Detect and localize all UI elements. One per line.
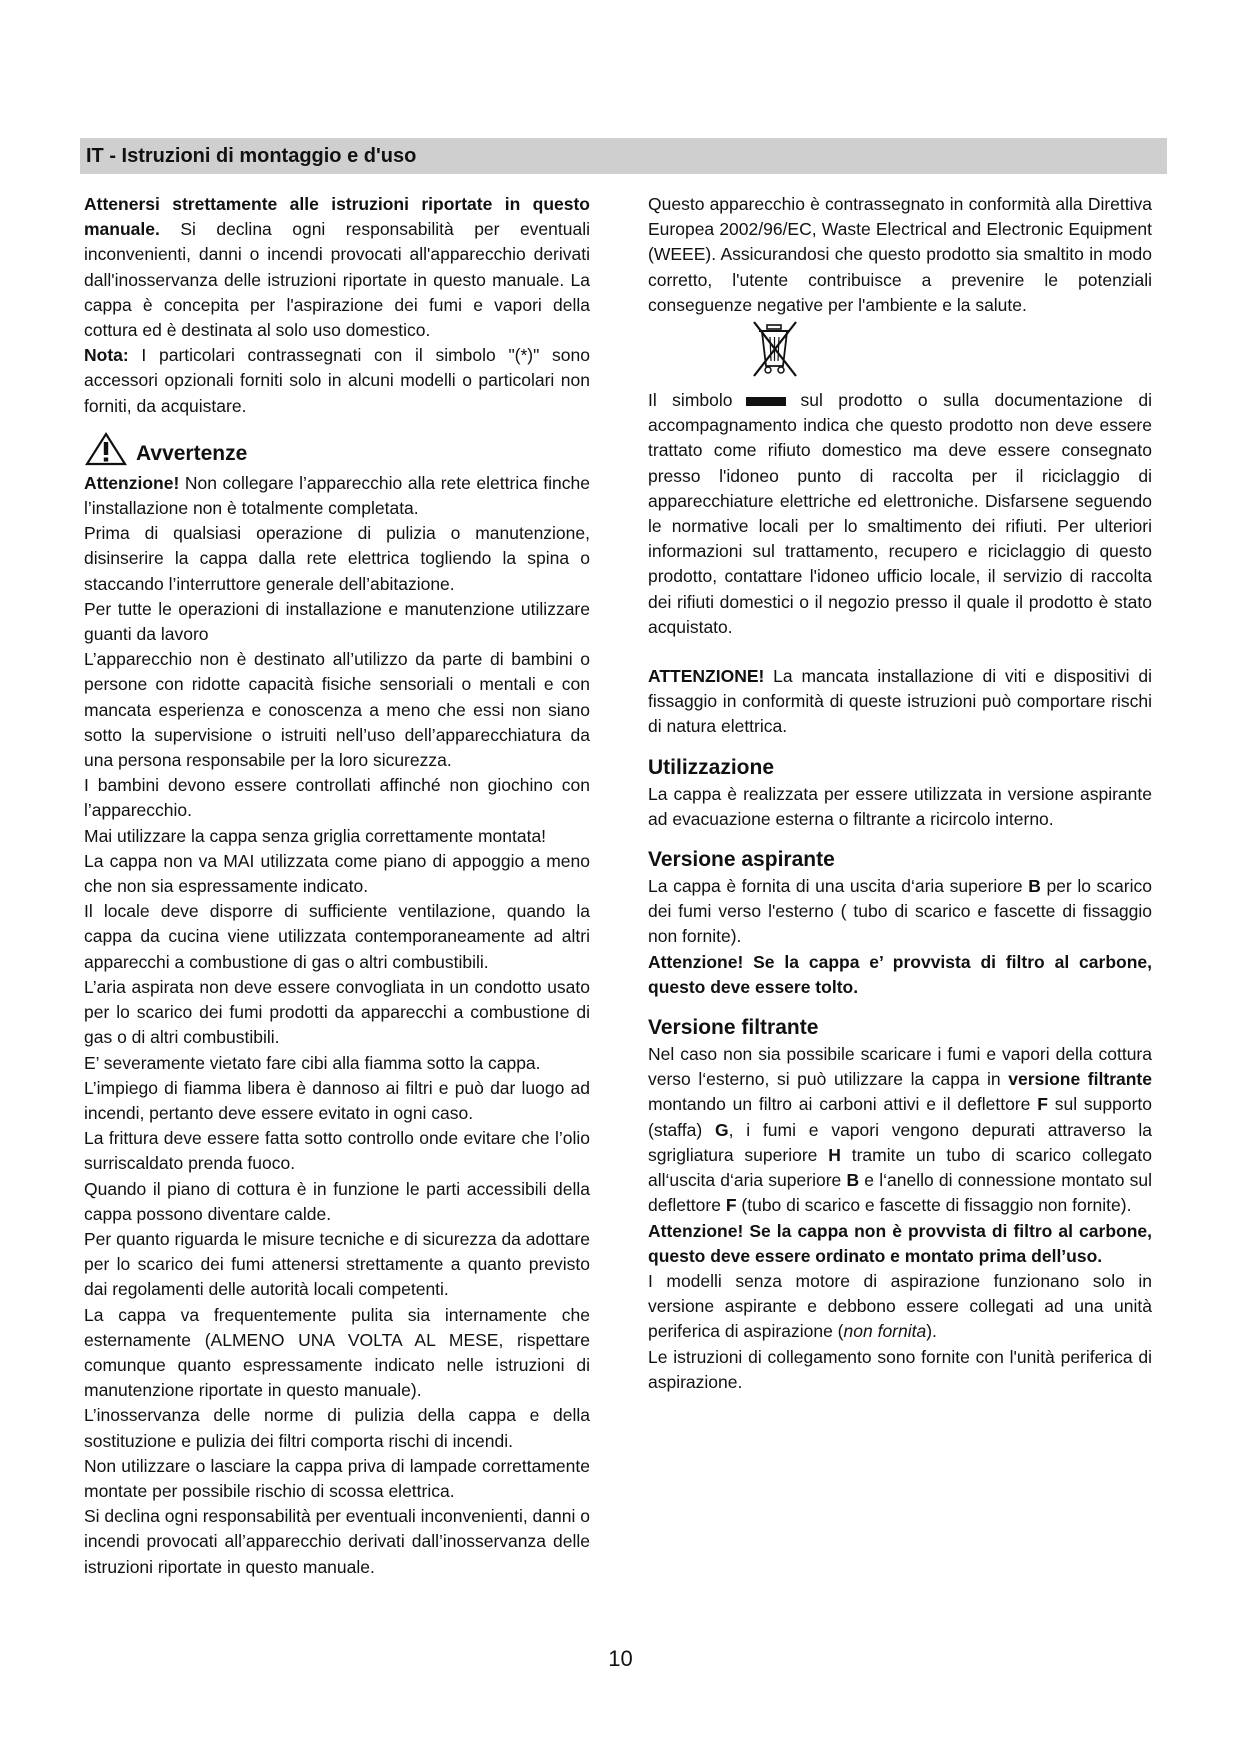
section-header-bar	[80, 138, 1167, 174]
filtrante-paragraph	[648, 1042, 1152, 1218]
attenzione-text: Non collegare l’apparecchio alla rete elettrica finche l’installazione non è totalmente completata.	[84, 472, 590, 519]
modelli-paragraph	[648, 1269, 1152, 1345]
warning-paragraph: L’impiego di fiamma libera è dannoso ai filtri e può dar luogo ad incendi, pertanto deve essere evitato in ogni caso.	[84, 1077, 590, 1123]
label-f: F	[725, 1195, 737, 1216]
filtrante-text: Nel caso non sia possibile scaricare i fumi e vapori della cottura verso l‘esterno, si può utilizzare la cappa in	[648, 1044, 1152, 1090]
crossed-bin-icon	[748, 318, 802, 380]
spacer	[648, 640, 1152, 664]
aspirante-warning-text: Attenzione! Se la cappa e’ provvista di filtro al carbone, questo deve essere tolto.	[648, 951, 1152, 997]
warning-paragraph: La cappa non va MAI utilizzata come piano di appoggio a meno che non sia espressamente indicato.	[84, 850, 590, 897]
warning-paragraph: Si declina ogni responsabilità per eventuali inconvenienti, danni o incendi provocati all’apparecchio derivati dall’inosservanza delle istruzioni riportate in questo manuale.	[84, 1506, 590, 1577]
modelli-text-end: ).	[926, 1321, 937, 1342]
versione-aspirante-heading: Versione aspirante	[648, 848, 835, 872]
warning-paragraph: Quando il piano di cottura è in funzione le parti accessibili della cappa possono diventare calde.	[84, 1178, 590, 1224]
versione-filtrante-heading: Versione filtrante	[648, 1016, 819, 1040]
warnings-heading	[84, 429, 590, 469]
filtrante-text: sul supporto (staffa)	[648, 1094, 1152, 1140]
symbol-lead-text: Il simbolo	[648, 390, 733, 411]
weee-intro: Questo apparecchio è contrassegnato in conformità alla Direttiva Europea 2002/96/EC, Waste Electrical and Electronic Equipment (WEEE). Assicurandosi che questo prodotto sia smaltito in modo corretto, l'utente contribuisce a prevenire le potenziali conseguenze negative per l'ambiente e la salute.	[648, 194, 1152, 315]
utilizzazione-text: La cappa è realizzata per essere utilizzata in versione aspirante ad evacuazione esterna o filtrante a ricircolo interno.	[648, 783, 1152, 829]
intro-text: Si declina ogni responsabilità per eventuali inconvenienti, danni o incendi provocati all'apparecchio derivati dall'inosservanza delle istruzioni riportate in questo manuale. La cappa è concepita per l'aspirazione dei fumi e vapori della cottura ed è destinata al solo uso domestico.	[84, 219, 590, 341]
warning-paragraph: La frittura deve essere fatta sotto controllo onde evitare che l’olio surriscaldato prenda fuoco.	[84, 1128, 590, 1174]
nota-paragraph	[84, 343, 590, 419]
modelli-text: I modelli senza motore di aspirazione funzionano solo in versione aspirante e debbono essere collegati ad una unità periferica di aspirazione (	[648, 1270, 1152, 1342]
weee-bar-icon	[746, 397, 786, 406]
warning-paragraph: L’apparecchio non è destinato all’utilizzo da parte di bambini o persone con ridotte capacità fisiche sensoriali o mentali e con mancata esperienza e conoscenza a meno che essi non siano sotto la supervisione o istruiti nell’uso dell’apparecchiatura da una persona responsabile per la loro sicurezza.	[84, 649, 590, 771]
warning-paragraph: Il locale deve disporre di sufficiente ventilazione, quando la cappa da cucina viene utilizzata contemporaneamente ad altri apparecchi a combustione di gas o altri combustibili.	[84, 901, 590, 972]
aspirante-warning	[648, 950, 1152, 1000]
label-b: B	[1028, 876, 1041, 897]
utilizzazione-heading: Utilizzazione	[648, 755, 775, 779]
page-number: 10	[608, 1646, 633, 1671]
warning-paragraph: L’inosservanza delle norme di pulizia della cappa e della sostituzione e pulizia dei filtri comporta rischi di incendi.	[84, 1405, 590, 1451]
label-f: F	[1037, 1094, 1048, 1115]
label-g: G	[714, 1119, 729, 1140]
label-h: H	[828, 1144, 841, 1165]
attenzione-electric-text: La mancata installazione di viti e dispositivi di fissaggio in conformità di queste istruzioni può comportare rischi di natura elettrica.	[648, 666, 1152, 737]
filtrante-bold: versione filtrante	[1008, 1069, 1152, 1090]
nota-label: Nota:	[84, 345, 129, 366]
section-title: IT - Istruzioni di montaggio e d'uso	[86, 145, 417, 167]
attenzione-paragraph	[84, 471, 590, 521]
symbol-text: sul prodotto o sulla documentazione di accompagnamento indica che questo prodotto non deve essere trattato come rifiuto domestico ma deve essere consegnato presso l'idoneo punto di raccolta per il riciclaggio di apparecchiature elettriche ed elettroniche. Disfarsene seguendo le normative locali per lo smaltimento dei rifiuti. Per ulteriori informazioni sul trattamento, recupero e riciclaggio di questo prodotto, contattare l'idoneo ufficio locale, il servizio di raccolta dei rifiuti domestici o il negozio presso il quale il prodotto è stato acquistato.	[648, 390, 1152, 637]
attenzione-label: Attenzione!	[84, 472, 180, 493]
label-b: B	[846, 1170, 860, 1191]
filtrante-text: montando un filtro ai carboni attivi e il deflettore	[648, 1094, 1038, 1115]
warning-paragraph: Mai utilizzare la cappa senza griglia correttamente montata!	[84, 825, 547, 846]
collegamento-paragraph: Le istruzioni di collegamento sono fornite con l'unità periferica di aspirazione.	[648, 1346, 1152, 1392]
filtrante-text: tramite un tubo di scarico collegato all‘uscita d‘aria superiore	[648, 1144, 1152, 1191]
nota-text: I particolari contrassegnati con il simbolo "(*)" sono accessori opzionali forniti solo in alcuni modelli o particolari non forniti, da acquistare.	[84, 345, 590, 416]
warning-paragraph: L’aria aspirata non deve essere convogliata in un condotto usato per lo scarico dei fumi prodotti da apparecchi a combustione di gas o di altri combustibili.	[84, 976, 590, 1048]
warning-paragraph: I bambini devono essere controllati affinché non giochino con l’apparecchio.	[84, 775, 590, 821]
intro-paragraph	[84, 192, 590, 343]
warning-paragraph: Prima di qualsiasi operazione di pulizia o manutenzione, disinserire la cappa dalla rete elettrica togliendo la spina o staccando l’interruttore generale dell’abitazione.	[84, 523, 590, 594]
filtrante-text: e l‘anello di connessione montato sul deflettore	[648, 1170, 1152, 1216]
warning-paragraph: Non utilizzare o lasciare la cappa priva di lampade correttamente montate per possibile rischio di scossa elettrica.	[84, 1455, 590, 1501]
warning-paragraph: Per quanto riguarda le misure tecniche e di sicurezza da adottare per lo scarico dei fumi attenersi strettamente a quanto previsto dai regolamenti delle autorità locali competenti.	[84, 1228, 590, 1300]
intro-bold: Attenersi strettamente alle istruzioni riportate in questo manuale.	[84, 194, 590, 240]
warning-paragraph: La cappa va frequentemente pulita sia internamente che esternamente (ALMENO UNA VOLTA AL MESE, rispettare comunque quanto espressamente indicato nelle istruzioni di manutenzione riportate in questo manuale).	[84, 1304, 590, 1401]
attenzione-electric-paragraph	[648, 664, 1152, 740]
right-column	[648, 192, 1152, 1395]
attenzione-caps-label: ATTENZIONE!	[648, 666, 765, 687]
aspirante-text-1: La cappa è fornita di una uscita d‘aria superiore	[648, 876, 1029, 897]
aspirante-paragraph	[648, 874, 1152, 950]
warnings-title: Avvertenze	[136, 442, 248, 466]
aspirante-text-2: per lo scarico dei fumi verso l'esterno ( tubo di scarico e fascette di fissaggio non fornite).	[648, 876, 1152, 947]
warning-paragraph: E’ severamente vietato fare cibi alla fiamma sotto la cappa.	[84, 1052, 541, 1073]
warning-paragraph: Per tutte le operazioni di installazione e manutenzione utilizzare guanti da lavoro	[84, 598, 590, 645]
modelli-italic: non fornita	[843, 1321, 927, 1342]
warning-triangle-icon	[84, 431, 128, 467]
filtrante-text: (tubo di scarico e fascette di fissaggio non fornite).	[736, 1195, 1132, 1216]
weee-symbol-paragraph	[648, 388, 1152, 640]
weee-symbol-row	[648, 318, 1152, 388]
filtrante-warning-text: Attenzione! Se la cappa non è provvista di filtro al carbone, questo deve essere ordinato e montato prima dell’uso.	[648, 1220, 1152, 1266]
filtrante-text: , i fumi e vapori vengono depurati attraverso la sgrigliatura superiore	[648, 1119, 1152, 1165]
filtrante-warning	[648, 1219, 1152, 1269]
left-column	[84, 192, 590, 1580]
